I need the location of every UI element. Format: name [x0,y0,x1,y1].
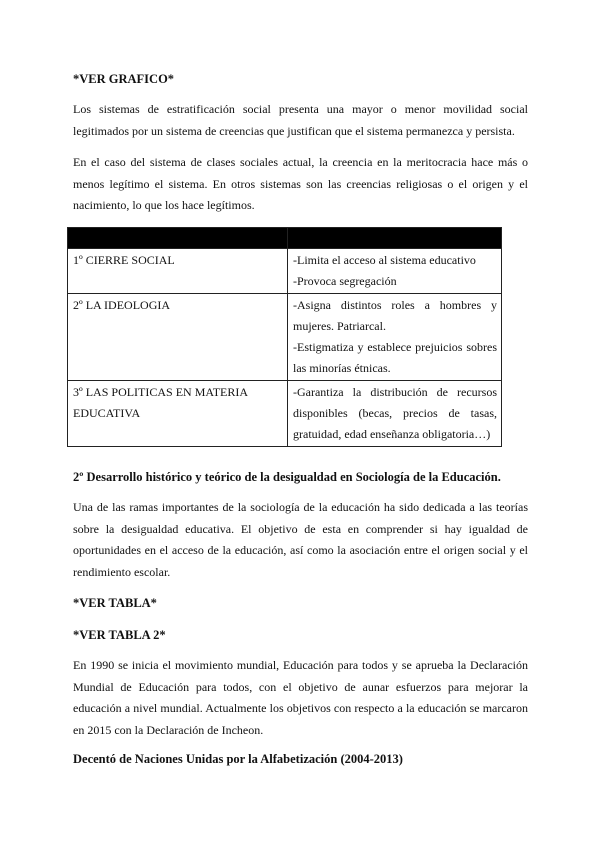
ver-tabla-heading: *VER TABLA* [73,596,157,610]
table-item: -Limita el acceso al sistema educativo [293,253,476,267]
ver-grafico-heading: *VER GRAFICO* [73,72,175,86]
table-item: -Provoca segregación [293,274,397,288]
table-header-row [68,228,502,249]
legitimation-table [67,227,502,447]
table-row-label: 1º CIERRE SOCIAL [68,249,288,294]
table-item: -Estigmatiza y establece prejuicios sobres las minorías étnicas. [293,340,497,375]
table-row-label: 3º LAS POLITICAS EN MATERIA EDUCATIVA [68,381,288,447]
ver-tabla-2-heading: *VER TABLA 2* [73,628,166,642]
paragraph-educacion-para-todos: En 1990 se inicia el movimiento mundial, Educación para todos y se aprueba la Declaración Mundial de Educación para todos, con el objetivo de aunar esfuerzos para mejorar la educación a nivel mundial. Actualmente los objetivos con respecto a la educación se marcaron en 2015 con la Declaración de Incheon. [73,658,528,737]
paragraph-desigualdad: Una de las ramas importantes de la sociología de la educación ha sido dedicada a las teorías sobre la desigualdad educativa. El objetivo de esta en comprender si hay igualdad de oportunidades en el acceso de la educación, así como la asociación entre el origen social y el rendimiento escolar. [73,500,528,579]
table-row-label: 2º LA IDEOLOGIA [68,294,288,381]
table-row-content [288,381,502,447]
paragraph-meritocracia: En el caso del sistema de clases sociales actual, la creencia en la meritocracia hace más o menos legítimo el sistema. En otros sistemas son las creencias religiosas o el origen y el nacimiento, lo que los hace legítimos. [73,155,528,212]
table-row [68,381,502,447]
section-2-title: 2º Desarrollo histórico y teórico de la desigualdad en Sociología de la Educación. [73,470,501,484]
paragraph-estratificacion: Los sistemas de estratificación social presenta una mayor o menor movilidad social legitimados por un sistema de creencias que justifican que el sistema permanezca y persista. [73,102,528,138]
table-row-content [288,294,502,381]
table-item: -Asigna distintos roles a hombres y mujeres. Patriarcal. [293,298,497,333]
table-row-content [288,249,502,294]
table-row [68,249,502,294]
table-item: -Garantiza la distribución de recursos disponibles (becas, precios de tasas, gratuidad, edad enseñanza obligatoria…) [293,385,497,441]
table-row [68,294,502,381]
section-3-title: Decentó de Naciones Unidas por la Alfabetización (2004-2013) [73,752,403,766]
